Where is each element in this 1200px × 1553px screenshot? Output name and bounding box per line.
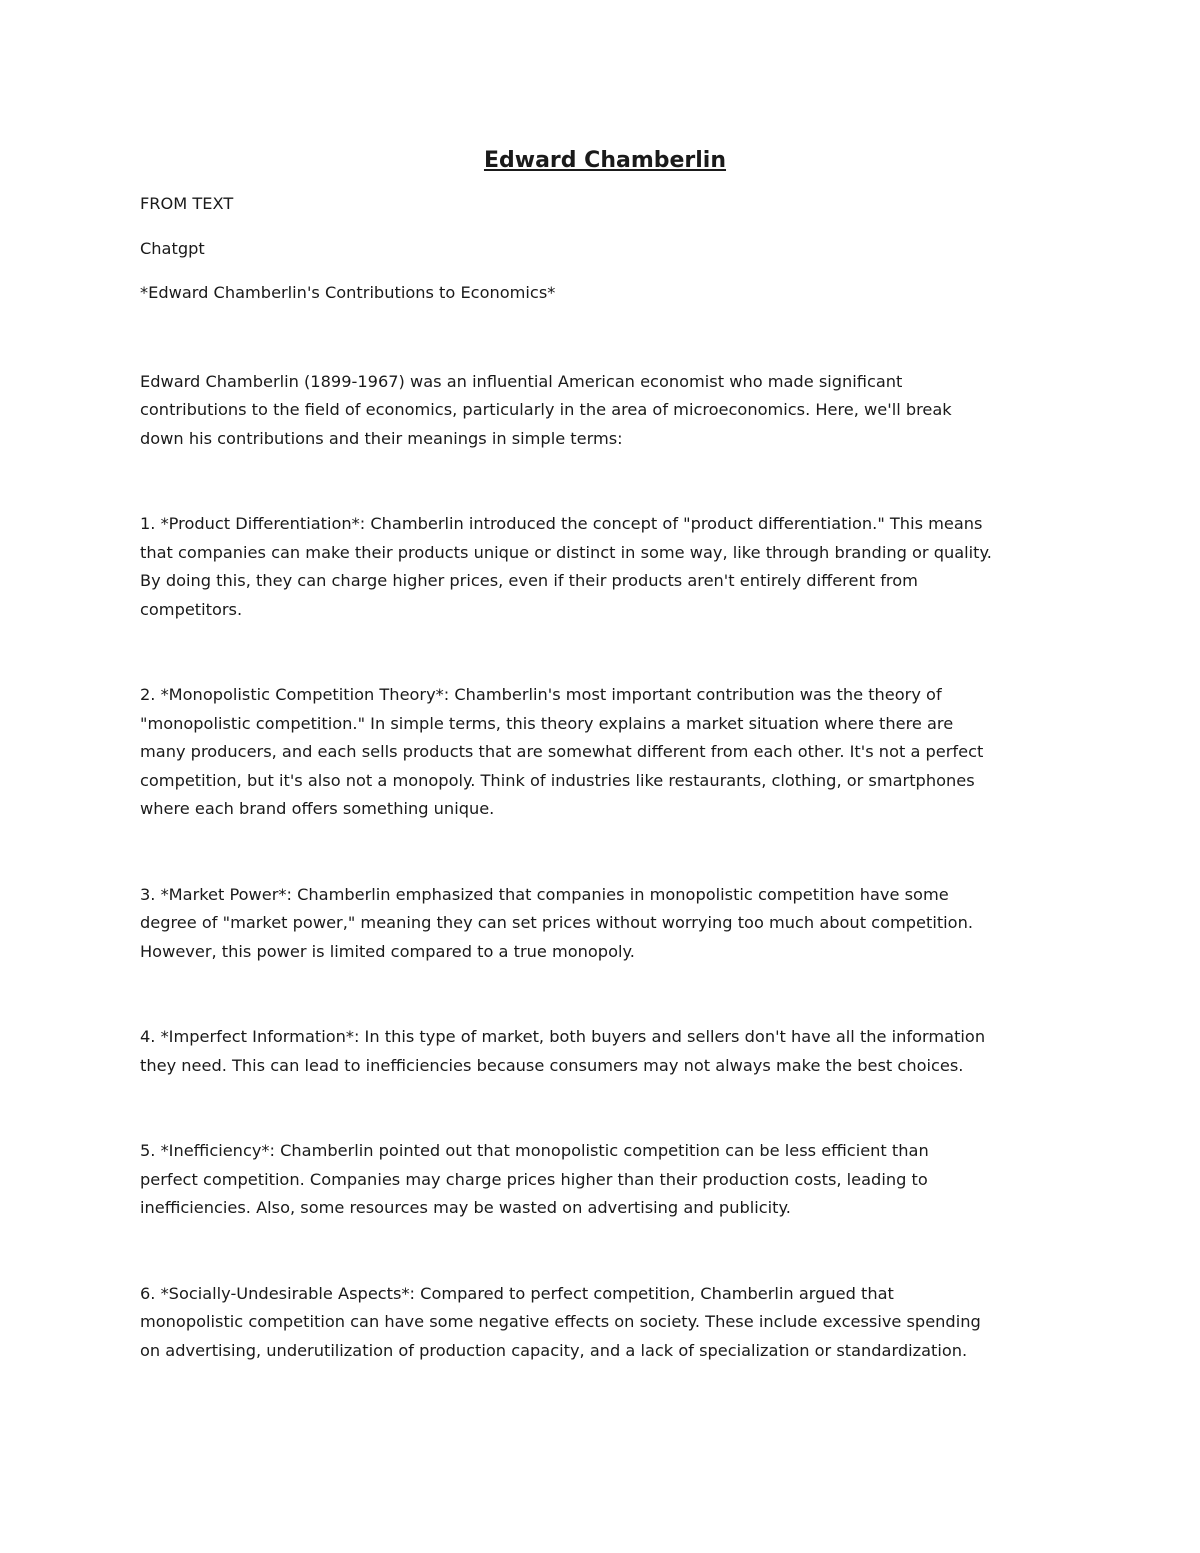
- document-title: Edward Chamberlin: [483, 148, 727, 173]
- item-line: many producers, and each sells products that are somewhat different from each other. It's not a perfect: [140, 742, 984, 761]
- item-line: competition, but it's also not a monopoly. Think of industries like restaurants, clothing, or smartphones: [140, 770, 975, 790]
- item-line: 1. *Product Differentiation*: Chamberlin introduced the concept of "product differentiation." This means: [140, 514, 983, 533]
- item-line: that companies can make their products unique or distinct in some way, like through branding or quality.: [140, 542, 992, 562]
- item-line: degree of "market power," meaning they can set prices without worrying too much about competition.: [140, 913, 973, 932]
- item-line: "monopolistic competition." In simple terms, this theory explains a market situation where there are: [140, 713, 954, 733]
- item-line: on advertising, underutilization of production capacity, and a lack of specialization or standardization.: [140, 1340, 968, 1360]
- source-line: FROM TEXT: [140, 194, 234, 213]
- intro-line: contributions to the field of economics, particularly in the area of microeconomics. Here, we'll break: [140, 400, 952, 419]
- contribution-item-2: [140, 681, 1070, 824]
- contribution-item-6: [140, 1280, 1070, 1366]
- item-line: competitors.: [140, 599, 243, 619]
- intro-line: down his contributions and their meanings in simple terms:: [140, 428, 623, 448]
- item-line: 3. *Market Power*: Chamberlin emphasized that companies in monopolistic competition have some: [140, 884, 949, 904]
- item-line: 2. *Monopolistic Competition Theory*: Chamberlin's most important contribution was the theory of: [140, 685, 942, 704]
- item-line: 6. *Socially-Undesirable Aspects*: Compared to perfect competition, Chamberlin argued that: [140, 1283, 894, 1303]
- item-line: perfect competition. Companies may charge prices higher than their production costs, leading to: [140, 1169, 928, 1189]
- contribution-item-1: [140, 510, 1070, 624]
- item-line: By doing this, they can charge higher prices, even if their products aren't entirely different from: [140, 571, 918, 590]
- document-page: [140, 140, 1070, 1365]
- item-line: where each brand offers something unique.: [140, 799, 495, 818]
- contribution-item-5: [140, 1137, 1070, 1223]
- item-line: inefficiencies. Also, some resources may be wasted on advertising and publicity.: [140, 1198, 791, 1217]
- item-line: However, this power is limited compared to a true monopoly.: [140, 941, 635, 961]
- intro-line: Edward Chamberlin (1899-1967) was an influential American economist who made significant: [140, 371, 903, 391]
- item-line: 4. *Imperfect Information*: In this type of market, both buyers and sellers don't have all the information: [140, 1027, 986, 1046]
- contribution-item-4: [140, 1023, 1070, 1080]
- subheading: *Edward Chamberlin's Contributions to Economics*: [140, 283, 556, 302]
- intro-paragraph: [140, 368, 1070, 454]
- contribution-item-3: [140, 881, 1070, 967]
- item-line: monopolistic competition can have some negative effects on society. These include excessive spending: [140, 1312, 981, 1331]
- item-line: they need. This can lead to inefficiencies because consumers may not always make the best choices.: [140, 1055, 964, 1075]
- tool-line: Chatgpt: [140, 238, 205, 258]
- item-line: 5. *Inefficiency*: Chamberlin pointed out that monopolistic competition can be less efficient than: [140, 1141, 929, 1160]
